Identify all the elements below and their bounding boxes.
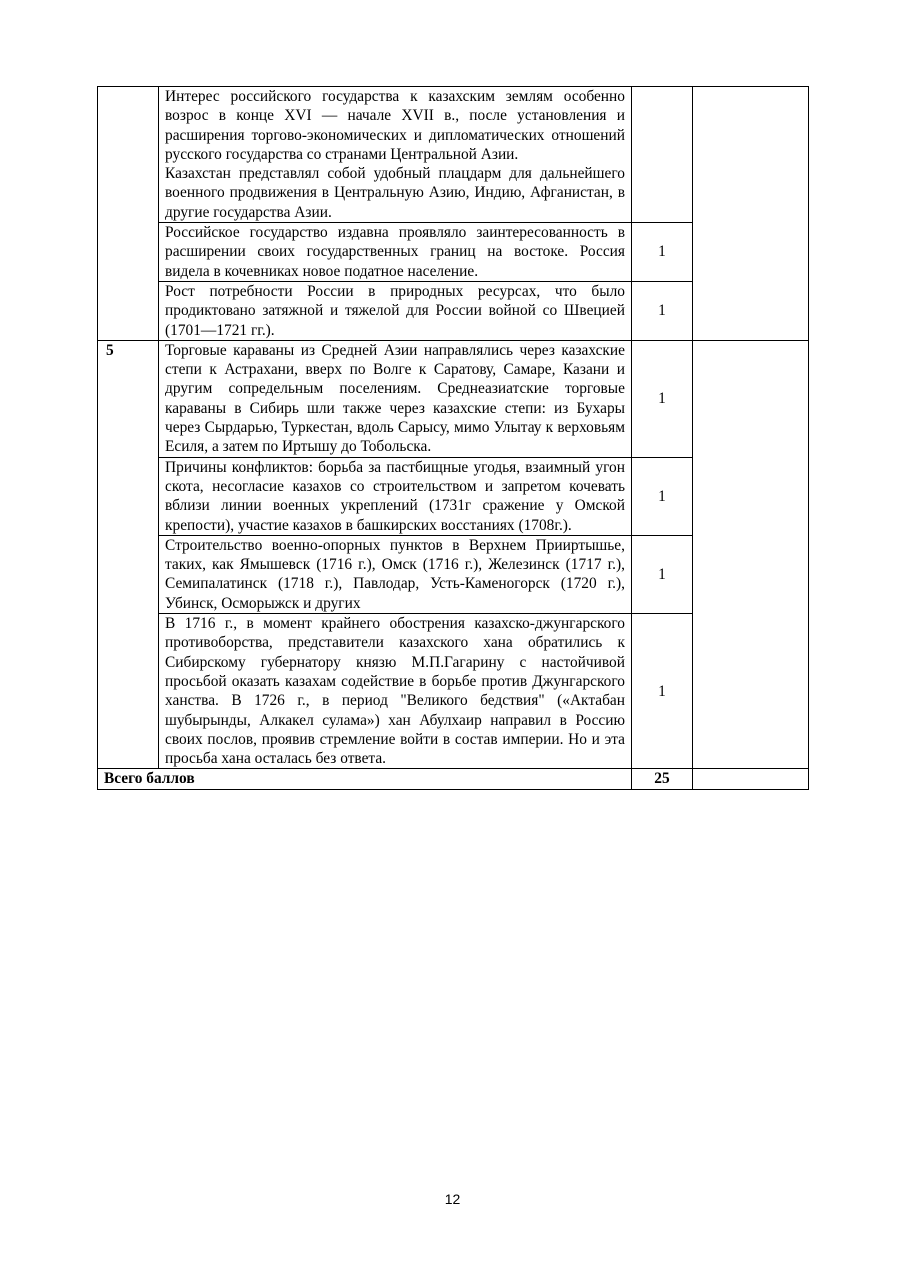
total-label: Всего баллов [98, 769, 632, 789]
score-cell: 1 [631, 457, 692, 535]
answer-text-cell: Торговые караваны из Средней Азии направлялись через казахские степи к Астрахани, вверх по Волге к Саратову, Самаре, Казани и другим сопредельным поселениям. Среднеазиатские торговые караваны в Сибирь шли также через казахские степи: из Бухары через Сырдарью, Туркестан, вдоль Сарысу, мимо Улытау к верховьям Есиля, а затем по Иртышу до Тобольска. [159, 340, 632, 457]
answer-paragraph: Казахстан представлял собой удобный плацдарм для дальнейшего военного продвижения в Центральную Азию, Индию, Афганистан, в другие государства Азии. [165, 165, 625, 221]
answer-text-cell: Российское государство издавна проявляло заинтересованность в расширении своих государственных границ на востоке. Россия видела в кочевниках новое податное население. [159, 223, 632, 282]
score-cell: 1 [631, 223, 692, 282]
table-row [98, 87, 809, 223]
score-cell: 1 [631, 535, 692, 613]
score-cell: 1 [631, 614, 692, 769]
score-cell: 1 [631, 340, 692, 457]
answer-text-cell: Строительство военно-опорных пунктов в Верхнем Прииртышье, таких, как Ямышевск (1716 г.), Омск (1716 г.), Железинск (1717 г.), Семипалатинск (1718 г.), Павлодар, Усть-Каменогорск (1720 г.), Убинск, Осморыжск и других [159, 535, 632, 613]
notes-cell [693, 340, 809, 769]
total-row [98, 769, 809, 789]
grading-table [97, 86, 809, 790]
total-score: 25 [631, 769, 692, 789]
page-number: 12 [444, 1191, 461, 1207]
answer-text-cell: Причины конфликтов: борьба за пастбищные угодья, взаимный угон скота, несогласие казахов со строительством и запретом кочевать вблизи линии военных укреплений (1731г сражение у Омской крепости), участие казахов в башкирских восстаниях (1708г.). [159, 457, 632, 535]
answer-text-cell: В 1716 г., в момент крайнего обострения казахско-джунгарского противоборства, представители казахского хана обратились к Сибирскому губернатору князю М.П.Гагарину с настойчивой просьбой оказать казахам содействие в борьбе против Джунгарского ханства. В 1726 г., в период "Великого бедствия" («Актабан шубырынды, Алкакел сулама») хан Абулхаир направил в Россию своих послов, проявив стремление войти в состав империи. Но и эта просьба хана осталась без ответа. [159, 614, 632, 769]
question-number-cell: 5 [98, 340, 159, 769]
answer-paragraph: Интерес российского государства к казахским землям особенно возрос в конце XVI — начале XVII в., после установления и расширения торгово-экономических и дипломатических отношений русского государства со странами Центральной Азии. [165, 88, 625, 163]
notes-cell [693, 87, 809, 341]
answer-text-cell: Рост потребности России в природных ресурсах, что было продиктовано затяжной и тяжелой для России войной со Швецией (1701—1721 гг.). [159, 281, 632, 340]
score-cell: 1 [631, 281, 692, 340]
question-number-cell [98, 87, 159, 341]
answer-text-cell [159, 87, 632, 223]
score-cell [631, 87, 692, 223]
notes-cell [693, 769, 809, 789]
table-row [98, 340, 809, 457]
